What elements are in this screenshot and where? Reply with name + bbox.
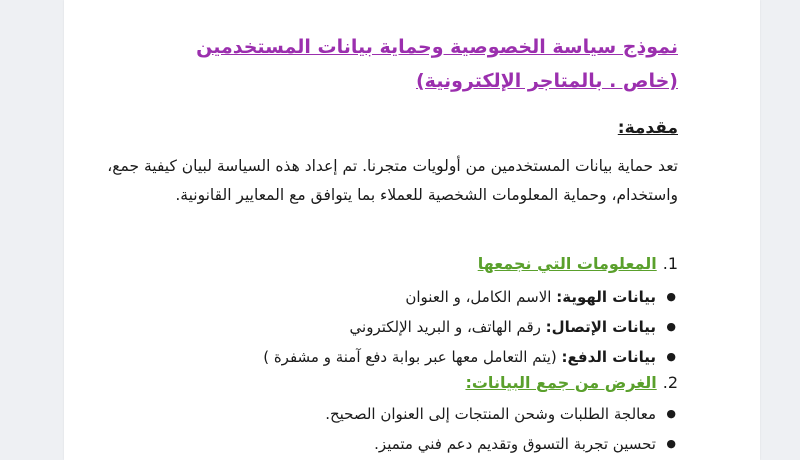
intro-heading: مقدمة:: [617, 118, 678, 138]
list-item: [118, 399, 678, 429]
list-item: [118, 342, 678, 372]
section-number: 1.: [662, 254, 678, 273]
item-label: بيانات الهوية:: [556, 288, 656, 306]
section-title: المعلومات التي نجمعها: [477, 254, 657, 273]
item-text: معالجة الطلبات وشحن المنتجات إلى العنوان الصحيح.: [325, 405, 656, 423]
purpose-list: [118, 399, 678, 459]
document-title: نموذج سياسة الخصوصية وحماية بيانات المستخدمين (خاص . بالمتاجر الإلكترونية): [196, 36, 678, 92]
list-item: [118, 282, 678, 312]
item-text: (يتم التعامل معها عبر بوابة دفع آمنة و مشفرة ): [263, 348, 562, 366]
item-label: بيانات الإتصال:: [545, 318, 656, 336]
item-text: الاسم الكامل، و العنوان: [405, 288, 557, 306]
item-text: تحسين تجربة التسوق وتقديم دعم فني متميز.: [374, 435, 656, 453]
item-text: رقم الهاتف، و البريد الإلكتروني: [349, 318, 546, 336]
section-heading-collected-info: [478, 254, 678, 273]
item-label: بيانات الدفع:: [561, 348, 656, 366]
intro-paragraph: تعد حماية بيانات المستخدمين من أولويات متجرنا. تم إعداد هذه السياسة لبيان كيفية جمع، واستخدام، وحماية المعلومات الشخصية للعملاء بما يتوافق مع المعايير القانونية.: [107, 157, 678, 204]
list-item: [118, 312, 678, 342]
section-heading-purpose: [465, 373, 678, 392]
section-title: الغرض من جمع البيانات:: [465, 373, 657, 392]
list-item: [118, 429, 678, 459]
collected-info-list: [118, 282, 678, 372]
section-number: 2.: [662, 373, 678, 392]
